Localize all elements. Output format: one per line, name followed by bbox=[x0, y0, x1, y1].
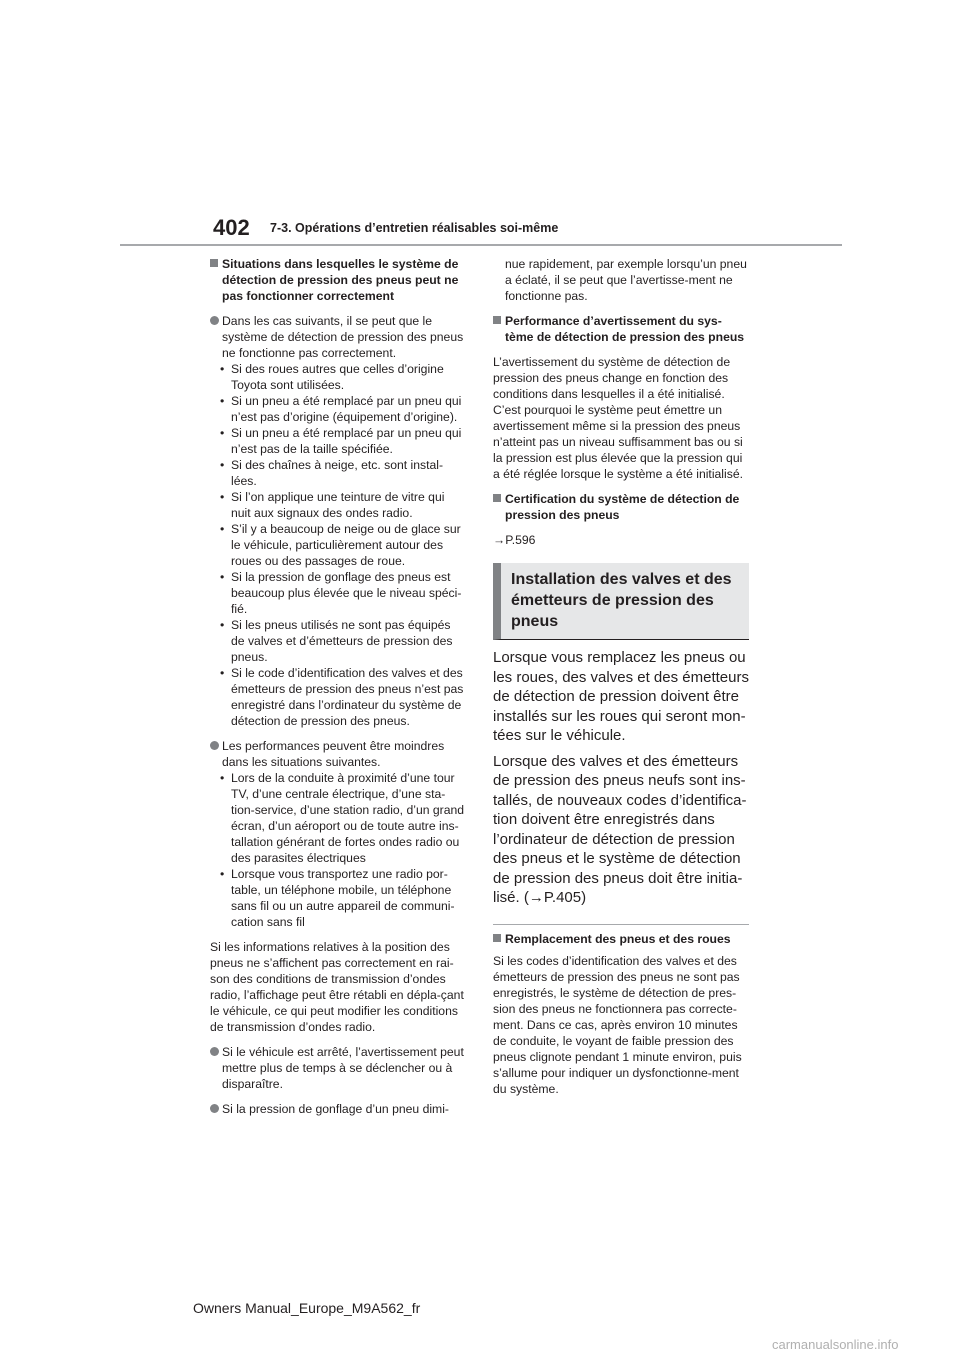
subheading-replacement: Remplacement des pneus et des roues bbox=[493, 931, 749, 947]
subheading-situations: Situations dans lesquelles le système de détection de pression des pneus peut ne pas fonctionner correctement bbox=[210, 256, 466, 304]
bullet-list bbox=[210, 770, 466, 930]
section-heading-box: Installation des valves et des émetteurs de pression des pneus bbox=[493, 563, 749, 640]
bullet-item: • Si les pneus utilisés ne sont pas équipés de valves et d’émetteurs de pression des pneus. bbox=[210, 617, 466, 665]
subheading-performance: Performance d’avertissement du sys-tème de détection de pression des pneus bbox=[493, 313, 749, 345]
bullet-list bbox=[210, 361, 466, 729]
page-header bbox=[0, 0, 960, 250]
paragraph: Lorsque vous remplacez les pneus ou les roues, des valves et des émetteurs de détection de pression doivent être installés sur les roues qui seront mon-tées sur le véhicule. bbox=[493, 649, 749, 744]
paragraph-continuation: nue rapidement, par exemple lorsqu’un pneu a éclaté, il se peut que l’avertisse-ment ne fonctionne pas. bbox=[505, 257, 747, 303]
paragraph: Lorsque des valves et des émetteurs de pression des pneus neufs sont ins-tallés, de nouveaux codes d’identifica-tion doivent être enregistrés dans l’ordinateur de détection de pression des pneus et le système de détection de pression des pneus doit être initia-lisé. (→P.405) bbox=[493, 752, 747, 906]
right-column bbox=[493, 256, 749, 1106]
bullet-item: • Lorsque vous transportez une radio por-table, un téléphone mobile, un téléphone sans fil ou un autre appareil de communi-cation sans fil bbox=[210, 866, 466, 930]
page-number: 402 bbox=[213, 215, 250, 240]
page-reference-link[interactable]: →P.596 bbox=[493, 533, 536, 547]
list-item: Si le véhicule est arrêté, l’avertissement peut mettre plus de temps à se déclencher ou à disparaître. bbox=[210, 1044, 466, 1092]
list-item: Dans les cas suivants, il se peut que le système de détection de pression des pneus ne fonctionne pas correctement. bbox=[210, 313, 466, 361]
paragraph: L’avertissement du système de détection de pression des pneus change en fonction des conditions dans lesquelles il a été initialisé. C’est pourquoi le système peut émettre un avertissement même si la pression des pneus n’atteint pas un niveau suffisamment bas ou si la pression est plus élevée que la pression qui a été réglée lorsque le système a été initialisé. bbox=[493, 355, 743, 481]
section-title: 7-3. Opérations d’entretien réalisables soi-même bbox=[270, 221, 559, 235]
bullet-item: • Si un pneu a été remplacé par un pneu qui n’est pas d’origine (équipement d’origine). bbox=[210, 393, 466, 425]
bullet-item: • Si des chaînes à neige, etc. sont instal-lées. bbox=[210, 457, 466, 489]
list-item: Si la pression de gonflage d’un pneu dimi- bbox=[210, 1101, 466, 1117]
bullet-item: • Si des roues autres que celles d’origine Toyota sont utilisées. bbox=[210, 361, 466, 393]
document-name: Owners Manual_Europe_M9A562_fr bbox=[193, 1300, 421, 1316]
bullet-item: • Si un pneu a été remplacé par un pneu qui n’est pas de la taille spécifiée. bbox=[210, 425, 466, 457]
divider bbox=[493, 924, 749, 925]
bullet-item: • Si la pression de gonflage des pneus est beaucoup plus élevée que le niveau spéci-fié. bbox=[210, 569, 466, 617]
subheading-certification: Certification du système de détection de pression des pneus bbox=[493, 491, 749, 523]
list-item: Les performances peuvent être moindres dans les situations suivantes. bbox=[210, 738, 466, 770]
header-rule bbox=[120, 244, 842, 246]
bullet-item: • Si l’on applique une teinture de vitre qui nuit aux signaux des ondes radio. bbox=[210, 489, 466, 521]
paragraph: Si les codes d’identification des valves et des émetteurs de pression des pneus ne sont pas enregistrés, le système de détection de pres-sion des pneus ne fonctionnera pas correcte-ment. Dans ce cas, après environ 10 minutes de conduite, le voyant de faible pression des pneus clignote pendant 1 minute environ, puis s’allume pour indiquer un dysfonctionne-ment du système. bbox=[493, 953, 742, 1096]
bullet-item: • S’il y a beaucoup de neige ou de glace sur le véhicule, particulièrement autour des roues ou des passages de roue. bbox=[210, 521, 466, 569]
bullet-item: • Lors de la conduite à proximité d’une tour TV, d’une centrale électrique, d’une sta-tion-service, d’une station radio, d’un grand écran, d’un aéroport ou de toute autre ins-tallation générant de fortes ondes radio ou des parasites électriques bbox=[210, 770, 466, 866]
body-large bbox=[493, 648, 749, 908]
watermark: carmanualsonline.info bbox=[772, 1337, 899, 1352]
paragraph: Si les informations relatives à la position des pneus ne s’affichent pas correctement en rai-son des conditions de transmission d’ondes radio, l’affichage peut être rétabli en dépla-çant le véhicule, ce qui peut modifier les conditions de transmission d’ondes radio. bbox=[210, 940, 464, 1034]
left-column bbox=[210, 256, 466, 1117]
bullet-item: • Si le code d’identification des valves et des émetteurs de pression des pneus n’est pas enregistré dans l’ordinateur du système de détection de pression des pneus. bbox=[210, 665, 466, 729]
